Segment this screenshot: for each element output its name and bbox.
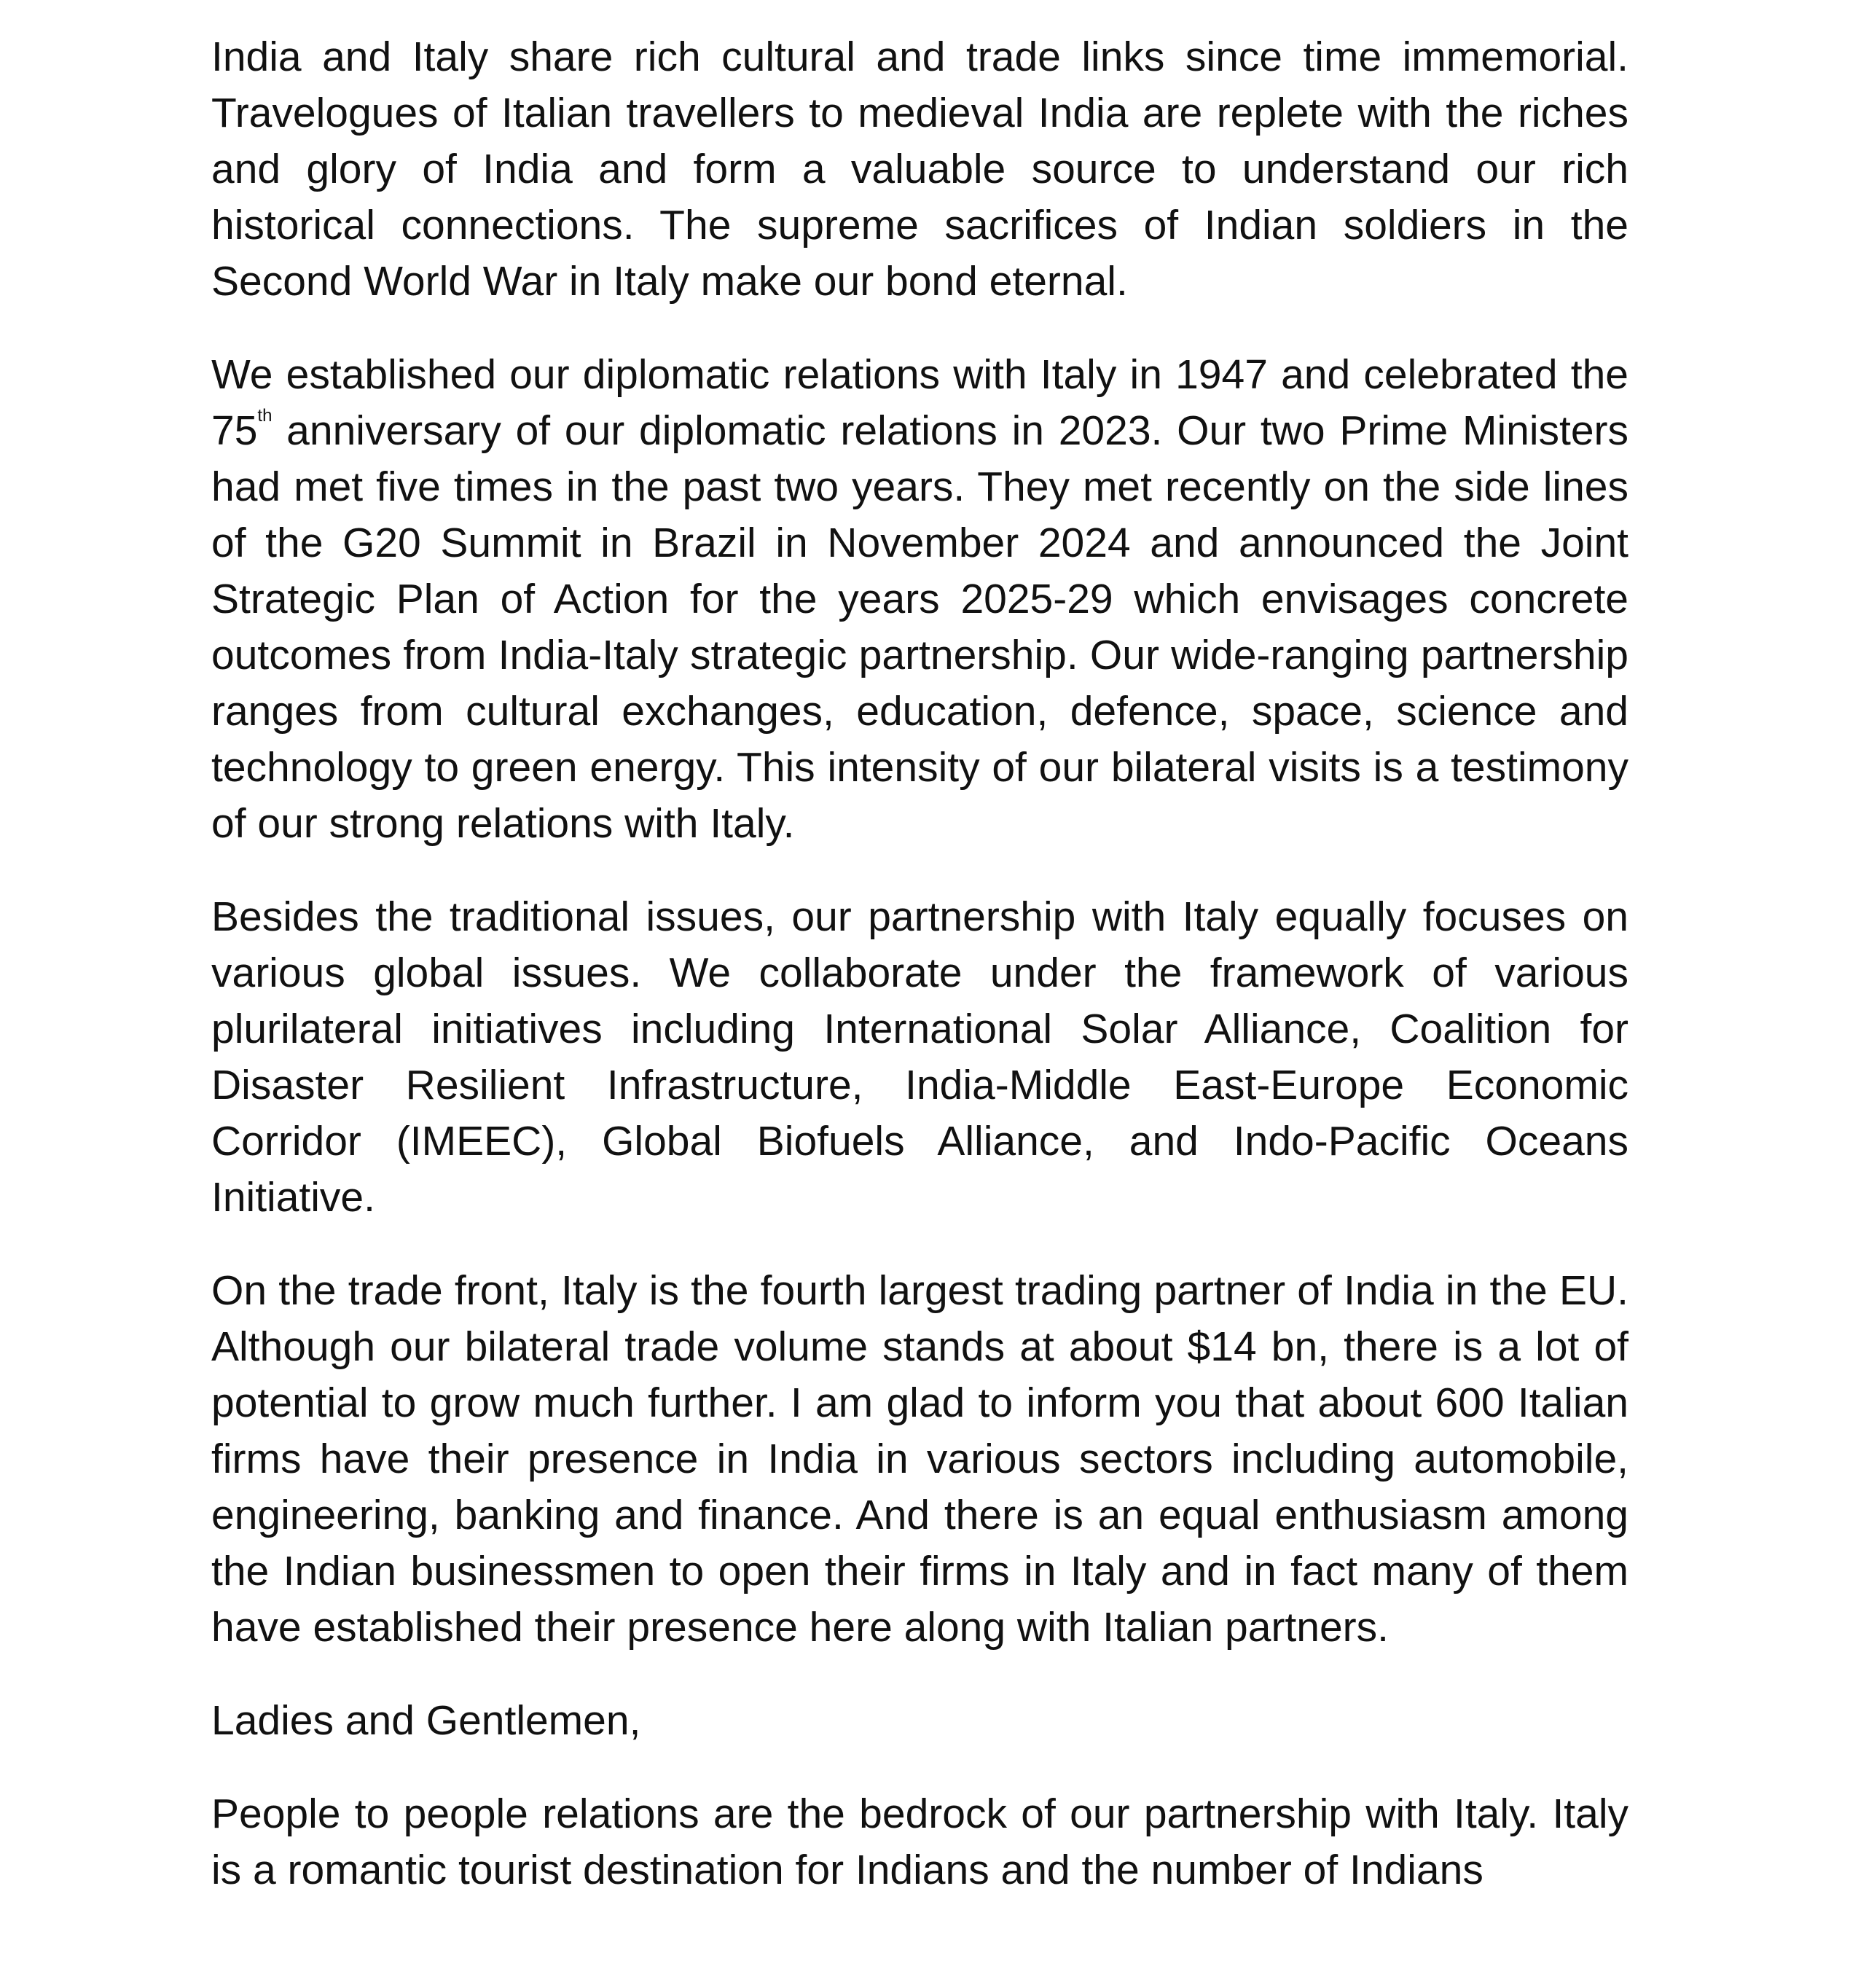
paragraph-diplomatic-text-start: We established our diplomatic relations with Italy in 1947 and celebrated the 75 bbox=[211, 351, 1628, 454]
document-page bbox=[211, 29, 1628, 1936]
paragraph-people-to-people: People to people relations are the bedrock of our partnership with Italy. Italy is a romantic tourist destination for Indians and the number of Indians bbox=[211, 1791, 1628, 1893]
ordinal-suffix: th bbox=[257, 406, 273, 426]
paragraph-salutation: Ladies and Gentlemen, bbox=[211, 1697, 641, 1744]
paragraph-cultural-links: India and Italy share rich cultural and trade links since time immemorial. Travelogues of Italian travellers to medieval India are replete with the riches and glory of India and form a valuable source to understand our rich historical connections. The supreme sacrifices of Indian soldiers in the Second World War in Italy make our bond eternal. bbox=[211, 34, 1628, 305]
paragraph-trade-front: On the trade front, Italy is the fourth largest trading partner of India in the EU. Although our bilateral trade volume stands at about $14 bn, there is a lot of potential to grow much further. I am glad to inform you that about 600 Italian firms have their presence in India in various sectors including automobile, engineering, banking and finance. And there is an equal enthusiasm among the Indian businessmen to open their firms in Italy and in fact many of them have established their presence here along with Italian partners. bbox=[211, 1267, 1628, 1651]
paragraph-diplomatic-relations bbox=[211, 347, 1628, 852]
paragraph-diplomatic-text-end: anniversary of our diplomatic relations in 2023. Our two Prime Ministers had met five times in the past two years. They met recently on the side lines of the G20 Summit in Brazil in November 2024 and announced the Joint Strategic Plan of Action for the years 2025-29 which envisages concrete outcomes from India-Italy strategic partnership. Our wide-ranging partnership ranges from cultural exchanges, education, defence, space, science and technology to green energy. This intensity of our bilateral visits is a testimony of our strong relations with Italy. bbox=[211, 407, 1628, 847]
paragraph-global-issues: Besides the traditional issues, our partnership with Italy equally focuses on various global issues. We collaborate under the framework of various plurilateral initiatives including International Solar Alliance, Coalition for Disaster Resilient Infrastructure, India-Middle East-Europe Economic Corridor (IMEEC), Global Biofuels Alliance, and Indo-Pacific Oceans Initiative. bbox=[211, 893, 1628, 1221]
